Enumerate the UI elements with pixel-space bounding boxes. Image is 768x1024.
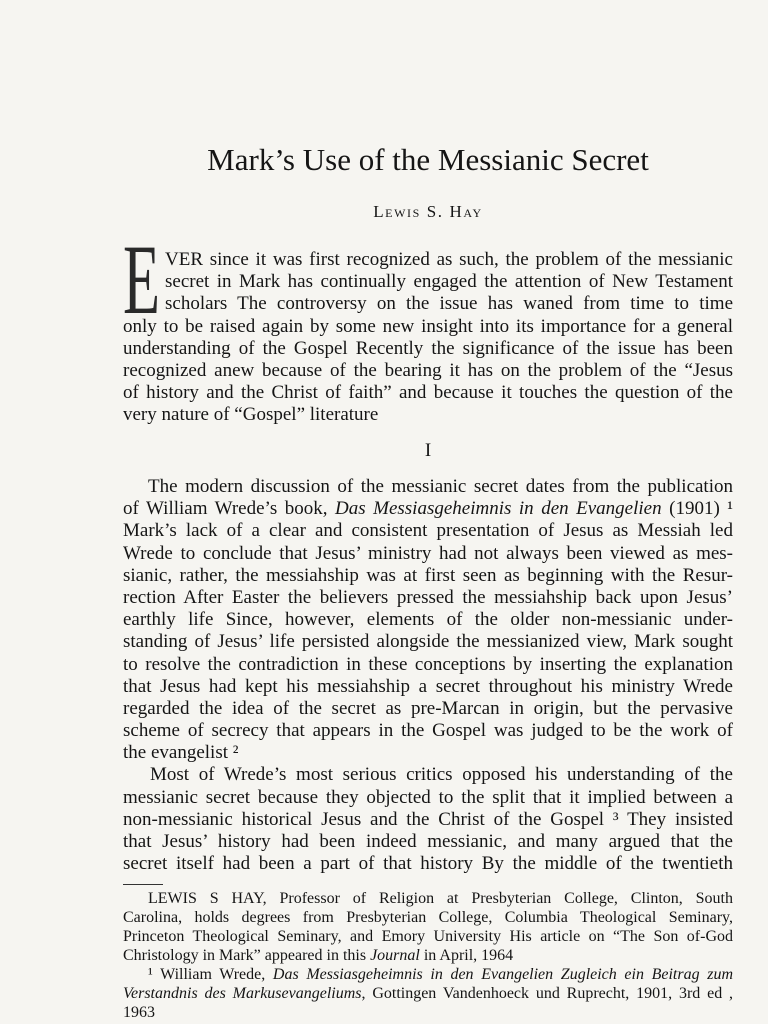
- footnote-line: Princeton Theological Seminary, and Emory University His article on “The Son of-God: [123, 928, 733, 945]
- body-line: sianic, rather, the messiahship was at first seen as beginning with the Resur-: [123, 564, 733, 586]
- body-line: The modern discussion of the messianic secret dates from the publication: [148, 476, 733, 497]
- body-line: standing of Jesus’ life persisted alongside the messianized view, Mark sought: [123, 631, 733, 653]
- drop-cap-letter: E: [123, 224, 160, 335]
- body-line: Most of Wrede’s most serious critics opposed his understanding of the: [150, 764, 733, 786]
- footnote-line: [123, 946, 733, 965]
- footnote-line: Carolina, holds degrees from Presbyterian College, Columbia Theological Seminary,: [123, 909, 733, 926]
- intro-line: recognized anew because of the bearing it has on the problem of the “Jesus: [123, 359, 733, 381]
- body-line: the evangelist ²: [123, 742, 239, 764]
- article-title: Mark’s Use of the Messianic Secret: [207, 142, 649, 177]
- body-paragraph: [123, 764, 733, 875]
- body-line: Mark’s lack of a clear and consistent presentation of Jesus as Messiah led: [123, 520, 733, 542]
- body-line: scheme of secrecy that appears in the Gospel was judged to be the work of: [123, 720, 733, 742]
- body-line: that Jesus had kept his messiahship a secret throughout his ministry Wrede: [123, 675, 733, 697]
- footnote-line-text: Christology in Mark” appeared in this: [123, 947, 371, 964]
- body-line-text: of William Wrede’s book,: [123, 498, 335, 520]
- intro-line: understanding of the Gospel Recently the significance of the issue has been: [123, 337, 733, 359]
- body-line: that Jesus’ history had been indeed messianic, and many argued that the: [123, 831, 733, 852]
- book-title-italic: Verstandnis des Markusevangeliums: [123, 985, 362, 1002]
- body-paragraph: [123, 476, 733, 764]
- body-line: [123, 498, 733, 520]
- body-line: regarded the idea of the secret as pre-Marcan in origin, but the pervasive: [123, 697, 733, 719]
- footnote-line: 1963: [123, 1004, 155, 1021]
- footnote-line: [123, 984, 733, 1003]
- footnote-line-text: in April, 1964: [419, 947, 514, 964]
- body-line: messianic secret because they objected to the split that it implied between a: [123, 786, 733, 808]
- footnote-line: LEWIS S HAY, Professor of Religion at Presbyterian College, Clinton, South: [148, 890, 733, 907]
- article-author: Lewis S. Hay: [373, 202, 483, 221]
- book-title-italic: Das Messiasgeheimnis in den Evangelien: [335, 498, 662, 520]
- body-line: to resolve the contradiction in these conceptions by inserting the explanation: [123, 653, 733, 675]
- footnote-divider: [123, 884, 163, 885]
- intro-line: of history and the Christ of faith” and because it touches the question of the: [123, 382, 733, 404]
- footnote-line-text: ¹ William Wrede,: [148, 966, 273, 983]
- footnotes: [123, 889, 733, 1022]
- body-line: Wrede to conclude that Jesus’ ministry had not always been viewed as mes-: [123, 542, 733, 564]
- section-heading: I: [424, 440, 432, 461]
- section-body: [123, 476, 733, 875]
- intro-line: very nature of “Gospel” literature: [123, 404, 379, 426]
- body-line: non-messianic historical Jesus and the Christ of the Gospel ³ They insisted: [123, 808, 733, 830]
- book-title-italic: Das Messiasgeheimnis in den Evangelien Zugleich ein Beitrag zum: [272, 966, 733, 983]
- footnote-line-text: , Gottingen Vandenhoeck und Ruprecht, 1901, 3rd ed ,: [361, 985, 733, 1002]
- body-line: earthly life Since, however, elements of the older non-messianic under-: [123, 609, 733, 631]
- body-line: secret itself had been a part of that history By the middle of the twentieth: [123, 853, 733, 875]
- footnote-line: [123, 965, 733, 984]
- journal-name-italic: Journal: [370, 947, 420, 964]
- footnote-1: [123, 965, 733, 1022]
- intro-line: secret in Mark has continually engaged the attention of New Testament: [165, 271, 733, 293]
- intro-paragraph: [123, 249, 733, 427]
- intro-line: scholars The controversy on the issue has waned from time to time: [165, 293, 733, 315]
- author-note: [123, 889, 733, 965]
- body-line: rection After Easter the believers pressed the messiahship back upon Jesus’: [123, 586, 733, 608]
- intro-line: only to be raised again by some new insight into its importance for a general: [123, 315, 733, 337]
- intro-line: VER since it was first recognized as such, the problem of the messianic: [165, 249, 733, 270]
- body-line-text: (1901) ¹: [661, 498, 733, 520]
